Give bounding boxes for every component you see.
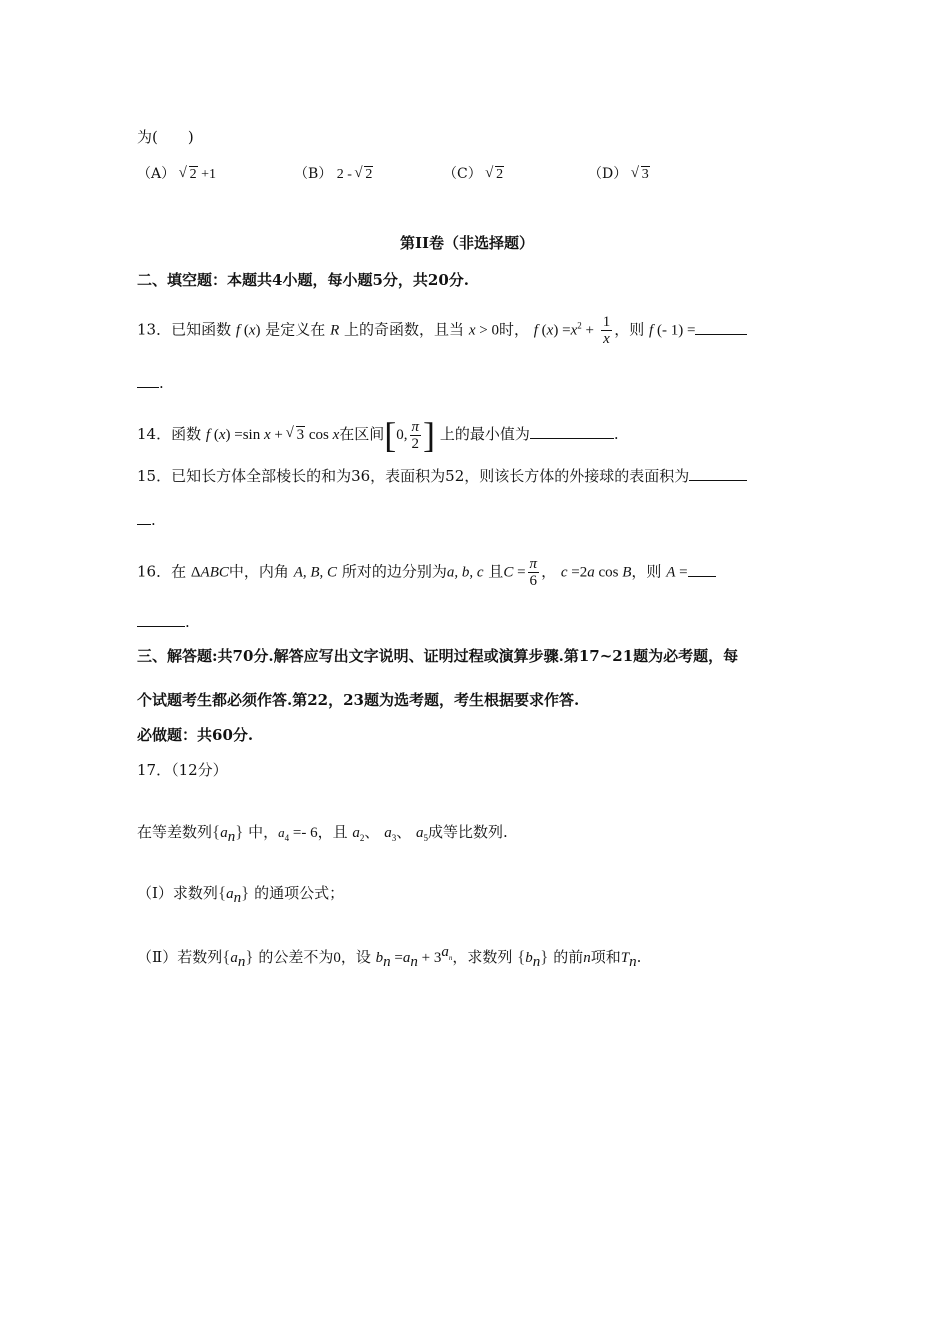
question-15: 15．已知长方体全部棱长的和为36，表面积为52，则该长方体的外接球的表面积为: [137, 466, 747, 486]
answer-blank-15: [689, 466, 747, 481]
option-c: （C） √ 2: [443, 163, 504, 183]
option-a: （A） √ 2 +1: [137, 163, 216, 183]
question-17-part-1: （Ⅰ）求数列$\{a_n\}$ 的通项公式；: [137, 883, 345, 906]
required-heading: 必做题：共60分.: [137, 726, 254, 744]
question-13: 13．已知函数 f (x) 是定义在 R 上的奇函数，且当 x > 0时， f $(x) =x^2$ + $\frac{1}{x}$ ，则 f (- 1) =: [137, 314, 747, 347]
option-b: （B） 2 - √ 2: [294, 163, 373, 183]
question-13-blank-cont: .: [137, 373, 164, 393]
question-16-blank-cont: .: [137, 612, 190, 632]
question-15-blank-cont: .: [137, 510, 156, 530]
section-solve-heading: 三、解答题:共70分.解答应写出文字说明、证明过程或演算步骤.第17~21题为必考题，每: [137, 647, 739, 665]
question-17-head: 17．（12分）: [137, 761, 228, 779]
question-17-stem: 在等差数列$\{a_n\}$ 中，$a_4 =- 6$，且 $a_2$、 $a_3$、 $a_5$成等比数列.: [137, 822, 508, 845]
question-16: 16．在 ΔABC中，内角 A, B, C 所对的边分别为a, b, c 且C = $\frac{\pi}{6}$ ， c =2a cos B，则 A =: [137, 556, 716, 589]
section-solve-heading-cont: 个试题考生都必须作答.第22，23题为选考题，考生根据要求作答.: [137, 691, 580, 709]
answer-blank-16: [688, 562, 716, 577]
fraction-pi-over-2: $\frac{\pi}{2}$: [411, 418, 420, 452]
answer-blank-14: [530, 424, 614, 439]
question-14: 14．函数 f (x) =sin x + √ 3 cos x在区间[0, $\frac{\pi}{2}$ ] 上的最小值为 .: [137, 417, 619, 453]
section-fill-heading: 二、填空题：本题共4小题，每小题5分，共20分.: [137, 271, 469, 289]
fraction-pi-over-6: $\frac{\pi}{6}$: [529, 556, 538, 589]
question-17-part-2: （Ⅱ）若数列$\{a_n\}$ 的公差不为0，设 $b_n =a_n + 3^{a_n}$，求数列 $\{b_n\}$ 的前n项和$T_n$.: [137, 944, 642, 970]
part-title: 第II卷（非选择题）: [400, 234, 535, 252]
fraction-1-over-x: $\frac{1}{x}$: [602, 314, 611, 347]
option-d: （D） √ 3: [588, 163, 650, 183]
answer-blank-13: [695, 320, 747, 335]
question-tail: 为( ): [137, 128, 194, 146]
